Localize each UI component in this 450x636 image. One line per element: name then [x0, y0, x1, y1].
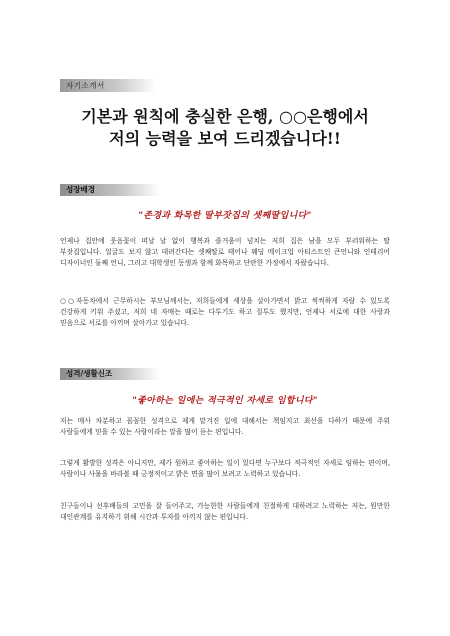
- title-line-2: 저의 능력을 보여 드리겠습니다!!: [109, 129, 341, 148]
- section-header-growth: 성장배경: [60, 184, 160, 196]
- title-line-1: 기본과 원칙에 충실한 은행, ○○은행에서: [81, 107, 369, 126]
- personality-paragraph-2: 그렇게 활발한 성격은 아니지만, 제가 원하고 좋아하는 일이 있다면 누구보다 적극적인 자세로 임하는 편이며, 사람이나 사물을 바라볼 때 긍정적이고 밝은 면을 많이 보려고 노력하고 있습니다.: [60, 459, 390, 478]
- section-slogan-growth: "존경과 화목한 딸부잣집의 셋째딸입니다": [138, 211, 312, 221]
- document-label: 자기소개서: [60, 79, 156, 92]
- page-title: [40, 106, 410, 150]
- section-header-personality: 성격/생활신조: [60, 368, 160, 380]
- section-slogan-personality: "좋아하는 일에는 적극적인 자세로 임합니다": [132, 396, 318, 406]
- growth-paragraph-1: 언제나 집안에 웃음꽃이 떠날 날 없이 행복과 즐거움이 넘치는 저희 집은 남을 모두 부러워하는 딸 부잣집입니다. 얼굴도 보지 않고 데려간다는 셋째딸로 태어나 웨딩 메이크업 아티스트인 큰언니와 인테리어 디자이너인 둘째 언니, 그리고 대학생인 동생과 함께 화목하고 단란한 가정에서 자랐습니다.: [60, 237, 390, 267]
- personality-paragraph-1: 저는 매사 차분하고 꼼꼼한 성격으로 제게 맡겨진 일에 대해서는 책임지고 최선을 다하기 때문에 주위 사람들에게 믿을 수 있는 사람이라는 말을 많이 듣는 편입니다.: [60, 417, 390, 436]
- growth-paragraph-2: ○○자동차에서 근무하시는 부모님께서는, 저희들에게 세상을 살아가면서 밝고 씩씩하게 자랄 수 있도록 건강하게 키워 주셨고, 저희 네 자매는 때로는 다투기도 하고 질투도 했지만, 언제나 서로에 대한 사랑과 믿음으로 서로를 아끼며 살아가고 있습니다.: [60, 297, 390, 327]
- personality-paragraph-3: 친구들이나 선후배들의 고민을 잘 들어주고, 가능한한 사람들에게 친절하게 대하려고 노력하는 저는, 원만한 대인관계를 유지하기 위해 시간과 투자를 아끼지 않는 편입니다.: [60, 502, 390, 521]
